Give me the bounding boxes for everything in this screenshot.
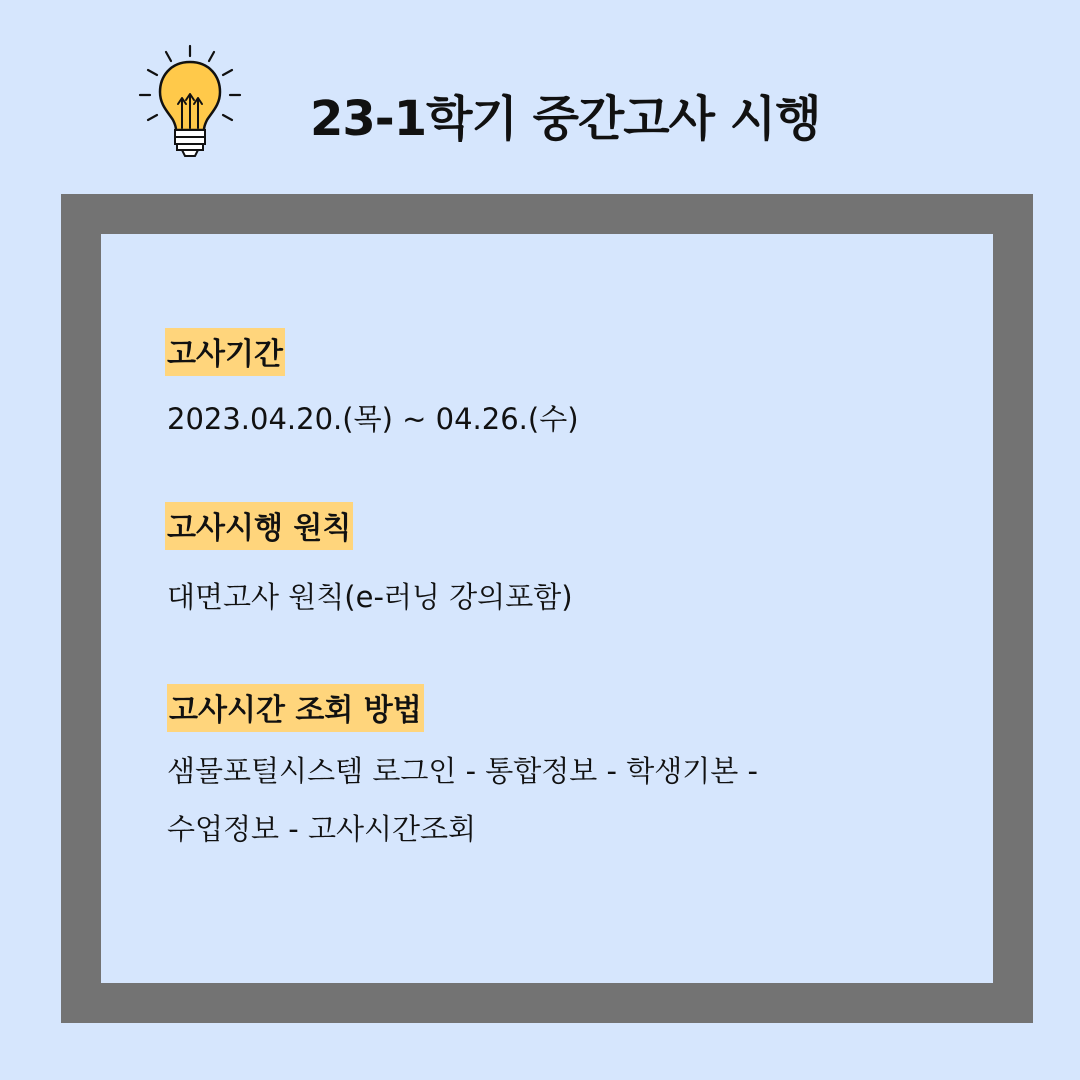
section-text-exam-time-lookup-line-2: 수업정보 - 고사시간조회: [167, 812, 477, 846]
section-text-exam-period: 2023.04.20.(목) ~ 04.26.(수): [167, 402, 579, 436]
lightbulb-icon: [136, 42, 246, 162]
section-heading-exam-period: 고사기간: [165, 328, 285, 376]
section-heading-exam-principle: 고사시행 원칙: [165, 502, 353, 550]
page-title: 23-1학기 중간고사 시행: [310, 91, 821, 147]
content-panel: [101, 234, 993, 983]
header: [0, 0, 1080, 180]
section-heading-exam-time-lookup: 고사시간 조회 방법: [167, 684, 424, 732]
content-frame: [61, 194, 1033, 1023]
section-text-exam-principle: 대면고사 원칙(e-러닝 강의포함): [167, 580, 573, 614]
section-text-exam-time-lookup-line-1: 샘물포털시스템 로그인 - 통합정보 - 학생기본 -: [167, 754, 758, 788]
